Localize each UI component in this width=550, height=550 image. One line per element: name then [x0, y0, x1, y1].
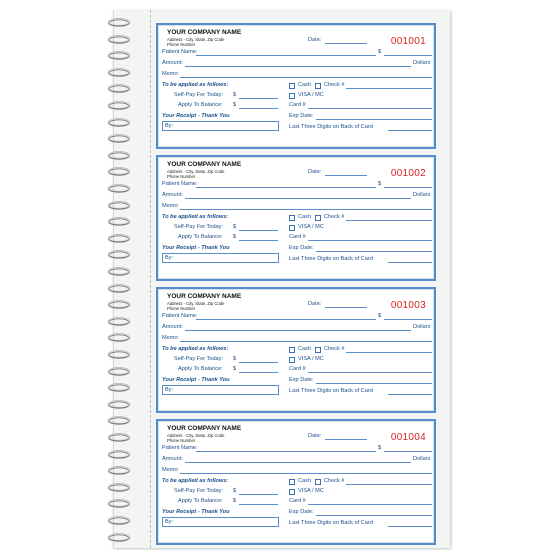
date-label: Date: — [308, 169, 322, 175]
spiral-coil — [108, 80, 132, 89]
check-checkbox[interactable] — [315, 347, 321, 353]
last-three-digits-label: Last Three Digits on Back of Card — [289, 388, 373, 394]
visa-mc-label: VISA / MC — [298, 92, 324, 98]
receipt-number: 001003 — [390, 300, 426, 311]
card-number-line[interactable] — [308, 240, 432, 241]
amount-line[interactable] — [185, 198, 411, 199]
spiral-coil — [108, 64, 132, 73]
spiral-coil — [108, 379, 132, 388]
visa-mc-checkbox[interactable] — [289, 489, 295, 495]
spiral-coil — [108, 529, 132, 538]
check-checkbox[interactable] — [315, 83, 321, 89]
spiral-coil — [108, 363, 132, 372]
perforation-line — [150, 10, 151, 548]
visa-mc-label: VISA / MC — [298, 356, 324, 362]
last-three-digits-line[interactable] — [388, 130, 432, 131]
card-label: Card # — [289, 102, 306, 108]
apply-balance-line[interactable] — [239, 240, 278, 241]
company-phone: Phone Number — [167, 438, 196, 443]
spiral-coil — [108, 31, 132, 40]
by-label: By: — [165, 519, 174, 525]
patient-name-label: Patient Name: — [162, 445, 198, 451]
self-pay-label: Self-Pay For Today: — [174, 488, 224, 494]
amount-label: Amount: — [162, 60, 183, 66]
spiral-coil — [108, 130, 132, 139]
date-label: Date: — [308, 433, 322, 439]
signature-box[interactable] — [162, 253, 279, 263]
spiral-coil — [108, 462, 132, 471]
receipt-number: 001004 — [390, 432, 426, 443]
dollar-sign: $ — [378, 445, 382, 451]
by-label: By: — [165, 387, 174, 393]
patient-name-label: Patient Name: — [162, 181, 198, 187]
cash-label: Cash — [298, 346, 312, 352]
self-pay-label: Self-Pay For Today: — [174, 356, 224, 362]
apply-balance-label: Apply To Balance: — [178, 498, 223, 504]
visa-mc-checkbox[interactable] — [289, 93, 295, 99]
last-three-digits-line[interactable] — [388, 262, 432, 263]
receipt-form — [156, 287, 436, 413]
check-number-line[interactable] — [346, 88, 432, 89]
applied-label: To be applied as follows: — [162, 214, 229, 220]
check-label: Check # — [324, 214, 345, 220]
applied-label: To be applied as follows: — [162, 478, 229, 484]
date-line[interactable] — [325, 439, 367, 440]
company-address: Address - City, State, Zip Code — [167, 433, 225, 438]
spiral-coil — [108, 230, 132, 239]
apply-balance-line[interactable] — [239, 372, 278, 373]
dollar-sign: $ — [378, 181, 382, 187]
self-pay-label: Self-Pay For Today: — [174, 92, 224, 98]
exp-date-line[interactable] — [316, 251, 432, 252]
receipt-thanks: Your Receipt - Thank You — [162, 377, 230, 383]
spiral-coil — [108, 296, 132, 305]
visa-mc-checkbox[interactable] — [289, 357, 295, 363]
apply-balance-label: Apply To Balance: — [178, 234, 223, 240]
spiral-coil — [108, 213, 132, 222]
self-pay-label: Self-Pay For Today: — [174, 224, 224, 230]
dollars-label: Dollars — [413, 456, 431, 462]
cash-label: Cash — [298, 82, 312, 88]
check-checkbox[interactable] — [315, 215, 321, 221]
date-line[interactable] — [325, 175, 367, 176]
applied-label: To be applied as follows: — [162, 346, 229, 352]
card-label: Card # — [289, 366, 306, 372]
spiral-coil — [108, 346, 132, 355]
dollar-amount-line[interactable] — [384, 451, 432, 452]
spiral-coil — [108, 313, 132, 322]
cash-label: Cash — [298, 478, 312, 484]
cash-checkbox[interactable] — [289, 83, 295, 89]
company-name: YOUR COMPANY NAME — [167, 293, 242, 300]
exp-date-label: Exp Date: — [289, 377, 314, 383]
cash-checkbox[interactable] — [289, 215, 295, 221]
spiral-coil — [108, 197, 132, 206]
last-three-digits-label: Last Three Digits on Back of Card — [289, 520, 373, 526]
last-three-digits-line[interactable] — [388, 526, 432, 527]
self-pay-dollar: $ — [233, 488, 237, 494]
check-number-line[interactable] — [346, 220, 432, 221]
exp-date-line[interactable] — [316, 383, 432, 384]
company-phone: Phone Number — [167, 42, 196, 47]
cash-checkbox[interactable] — [289, 479, 295, 485]
receipt-number: 001002 — [390, 168, 426, 179]
spiral-coil — [108, 263, 132, 272]
amount-line[interactable] — [185, 66, 411, 67]
dollars-label: Dollars — [413, 192, 431, 198]
amount-line[interactable] — [185, 462, 411, 463]
receipt-thanks: Your Receipt - Thank You — [162, 245, 230, 251]
exp-date-line[interactable] — [316, 515, 432, 516]
cash-checkbox[interactable] — [289, 347, 295, 353]
company-phone: Phone Number — [167, 174, 196, 179]
check-label: Check # — [324, 82, 345, 88]
card-label: Card # — [289, 498, 306, 504]
by-label: By: — [165, 123, 174, 129]
memo-line[interactable] — [180, 209, 432, 210]
apply-balance-label: Apply To Balance: — [178, 102, 223, 108]
by-label: By: — [165, 255, 174, 261]
check-label: Check # — [324, 478, 345, 484]
self-pay-line[interactable] — [239, 230, 278, 231]
spiral-coil — [108, 412, 132, 421]
memo-line[interactable] — [180, 473, 432, 474]
receipt-form — [156, 23, 436, 149]
last-three-digits-line[interactable] — [388, 394, 432, 395]
dollar-sign: $ — [378, 313, 382, 319]
card-number-line[interactable] — [308, 372, 432, 373]
patient-name-line[interactable] — [196, 319, 376, 320]
receipt-form — [156, 155, 436, 281]
amount-label: Amount: — [162, 456, 183, 462]
company-address: Address - City, State, Zip Code — [167, 169, 225, 174]
spiral-coil — [108, 180, 132, 189]
patient-name-line[interactable] — [196, 451, 376, 452]
receipt-thanks: Your Receipt - Thank You — [162, 113, 230, 119]
spiral-coil — [108, 495, 132, 504]
visa-mc-label: VISA / MC — [298, 224, 324, 230]
receipt-form — [156, 419, 436, 545]
dollar-amount-line[interactable] — [384, 187, 432, 188]
check-checkbox[interactable] — [315, 479, 321, 485]
company-address: Address - City, State, Zip Code — [167, 301, 225, 306]
spiral-coil — [108, 147, 132, 156]
self-pay-dollar: $ — [233, 92, 237, 98]
memo-label: Memo: — [162, 71, 180, 77]
dollars-label: Dollars — [413, 60, 431, 66]
company-name: YOUR COMPANY NAME — [167, 425, 242, 432]
spiral-coil — [108, 329, 132, 338]
date-label: Date: — [308, 301, 322, 307]
self-pay-dollar: $ — [233, 356, 237, 362]
signature-box[interactable] — [162, 121, 279, 131]
self-pay-line[interactable] — [239, 98, 278, 99]
self-pay-dollar: $ — [233, 224, 237, 230]
visa-mc-label: VISA / MC — [298, 488, 324, 494]
amount-label: Amount: — [162, 324, 183, 330]
apply-balance-dollar: $ — [233, 234, 237, 240]
signature-box[interactable] — [162, 385, 279, 395]
company-address: Address - City, State, Zip Code — [167, 37, 225, 42]
card-number-line[interactable] — [308, 108, 432, 109]
spiral-coil — [108, 97, 132, 106]
spiral-coil — [108, 396, 132, 405]
company-name: YOUR COMPANY NAME — [167, 161, 242, 168]
exp-date-line[interactable] — [316, 119, 432, 120]
date-label: Date: — [308, 37, 322, 43]
exp-date-label: Exp Date: — [289, 509, 314, 515]
spiral-coil — [108, 512, 132, 521]
spiral-coil — [108, 280, 132, 289]
exp-date-label: Exp Date: — [289, 245, 314, 251]
company-phone: Phone Number — [167, 306, 196, 311]
memo-label: Memo: — [162, 467, 180, 473]
signature-box[interactable] — [162, 517, 279, 527]
date-line[interactable] — [325, 43, 367, 44]
date-line[interactable] — [325, 307, 367, 308]
spiral-coil — [108, 479, 132, 488]
applied-label: To be applied as follows: — [162, 82, 229, 88]
apply-balance-dollar: $ — [233, 102, 237, 108]
visa-mc-checkbox[interactable] — [289, 225, 295, 231]
self-pay-line[interactable] — [239, 362, 278, 363]
self-pay-line[interactable] — [239, 494, 278, 495]
apply-balance-line[interactable] — [239, 504, 278, 505]
receipt-number: 001001 — [390, 36, 426, 47]
patient-name-label: Patient Name: — [162, 313, 198, 319]
spiral-coil — [108, 47, 132, 56]
exp-date-label: Exp Date: — [289, 113, 314, 119]
last-three-digits-label: Last Three Digits on Back of Card — [289, 256, 373, 262]
dollar-amount-line[interactable] — [384, 319, 432, 320]
dollars-label: Dollars — [413, 324, 431, 330]
apply-balance-line[interactable] — [239, 108, 278, 109]
patient-name-line[interactable] — [196, 55, 376, 56]
apply-balance-dollar: $ — [233, 498, 237, 504]
receipt-thanks: Your Receipt - Thank You — [162, 509, 230, 515]
apply-balance-label: Apply To Balance: — [178, 366, 223, 372]
spiral-coil — [108, 246, 132, 255]
memo-line[interactable] — [180, 77, 432, 78]
check-number-line[interactable] — [346, 352, 432, 353]
spiral-coil — [108, 14, 132, 23]
dollar-sign: $ — [378, 49, 382, 55]
spiral-coil — [108, 429, 132, 438]
cash-label: Cash — [298, 214, 312, 220]
card-label: Card # — [289, 234, 306, 240]
amount-label: Amount: — [162, 192, 183, 198]
patient-name-line[interactable] — [196, 187, 376, 188]
amount-line[interactable] — [185, 330, 411, 331]
company-name: YOUR COMPANY NAME — [167, 29, 242, 36]
last-three-digits-label: Last Three Digits on Back of Card — [289, 124, 373, 130]
apply-balance-dollar: $ — [233, 366, 237, 372]
check-label: Check # — [324, 346, 345, 352]
memo-label: Memo: — [162, 335, 180, 341]
check-number-line[interactable] — [346, 484, 432, 485]
spiral-coil — [108, 163, 132, 172]
card-number-line[interactable] — [308, 504, 432, 505]
spiral-coil — [108, 446, 132, 455]
dollar-amount-line[interactable] — [384, 55, 432, 56]
patient-name-label: Patient Name: — [162, 49, 198, 55]
memo-line[interactable] — [180, 341, 432, 342]
spiral-coil — [108, 114, 132, 123]
memo-label: Memo: — [162, 203, 180, 209]
